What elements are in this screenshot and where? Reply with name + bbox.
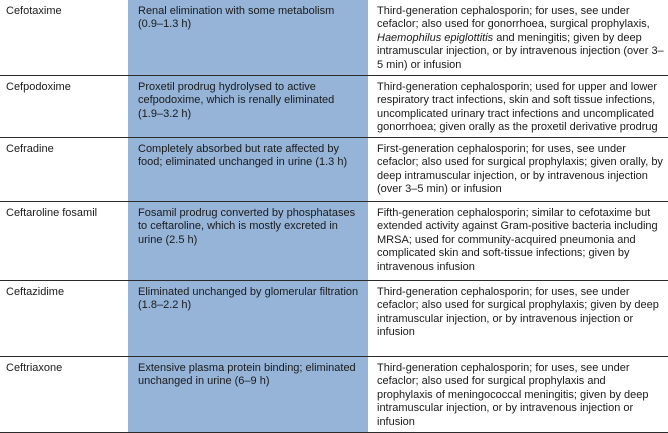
- drug-name-cell: Cefotaxime: [0, 0, 128, 76]
- drug-name-cell: Ceftazidime: [0, 281, 128, 357]
- pharmacokinetics-cell: Fosamil prodrug converted by phosphatases to ceftaroline, which is mostly excreted in urine (2.5 h): [128, 202, 368, 281]
- notes-cell: First-generation cephalosporin; for uses, see under cefaclor; also used for surgical prophylaxis; given orally, by deep intramuscular injection, or by intravenous injection (over 3–5 min) or infusion: [368, 138, 668, 202]
- notes-italic-text: Haemophilus epiglottitis: [377, 31, 494, 44]
- drug-name-cell: Ceftriaxone: [0, 357, 128, 433]
- drug-name-cell: Cefradine: [0, 138, 128, 202]
- notes-cell: [368, 0, 668, 76]
- notes-cell: Third-generation cephalosporin; used for upper and lower respiratory tract infections, skin and soft tissue infections, uncomplicated urinary tract infections and uncomplicated gonorrhoea; given orally as the proxetil derivative prodrug: [368, 76, 668, 138]
- notes-cell: Fifth-generation cephalosporin; similar to cefotaxime but extended activity against Gram-positive bacteria including MRSA; used for community-acquired pneumonia and complicated skin and soft-tissue infections; given by intravenous infusion: [368, 202, 668, 281]
- table-row: [0, 357, 668, 433]
- pharmacokinetics-cell: Completely absorbed but rate affected by food; eliminated unchanged in urine (1.3 h): [128, 138, 368, 202]
- table-row: [0, 138, 668, 202]
- notes-cell: Third-generation cephalosporin; for uses, see under cefaclor; also used for surgical prophylaxis and prophylaxis of meningococcal meningitis; given by deep intramuscular injection, or by intravenous injection or infusion: [368, 357, 668, 433]
- notes-text-continued: and meningitis; given by deep intramuscular injection, or by intravenous injection (over 3–5 min) or infusion: [377, 31, 664, 71]
- drug-name-cell: Cefpodoxime: [0, 76, 128, 138]
- table-row: [0, 281, 668, 357]
- drug-name-cell: Ceftaroline fosamil: [0, 202, 128, 281]
- pharmacokinetics-cell: Eliminated unchanged by glomerular filtration (1.8–2.2 h): [128, 281, 368, 357]
- pharmacokinetics-cell: Proxetil prodrug hydrolysed to active cefpodoxime, which is renally eliminated (1.9–3.2 h): [128, 76, 368, 138]
- table-row: [0, 76, 668, 138]
- pharmacokinetics-cell: Renal elimination with some metabolism (0.9–1.3 h): [128, 0, 368, 76]
- notes-text: Third-generation cephalosporin; for uses, see under cefaclor; also used for gonorrhoea, surgical prophylaxis,: [377, 5, 650, 31]
- notes-cell: Third-generation cephalosporin; for uses, see under cefaclor; also used for surgical prophylaxis; given by deep intramuscular injection, or by intravenous injection or infusion: [368, 281, 668, 357]
- table-row: [0, 0, 668, 76]
- pharmacokinetics-cell: Extensive plasma protein binding; eliminated unchanged in urine (6–9 h): [128, 357, 368, 433]
- table-row: [0, 202, 668, 281]
